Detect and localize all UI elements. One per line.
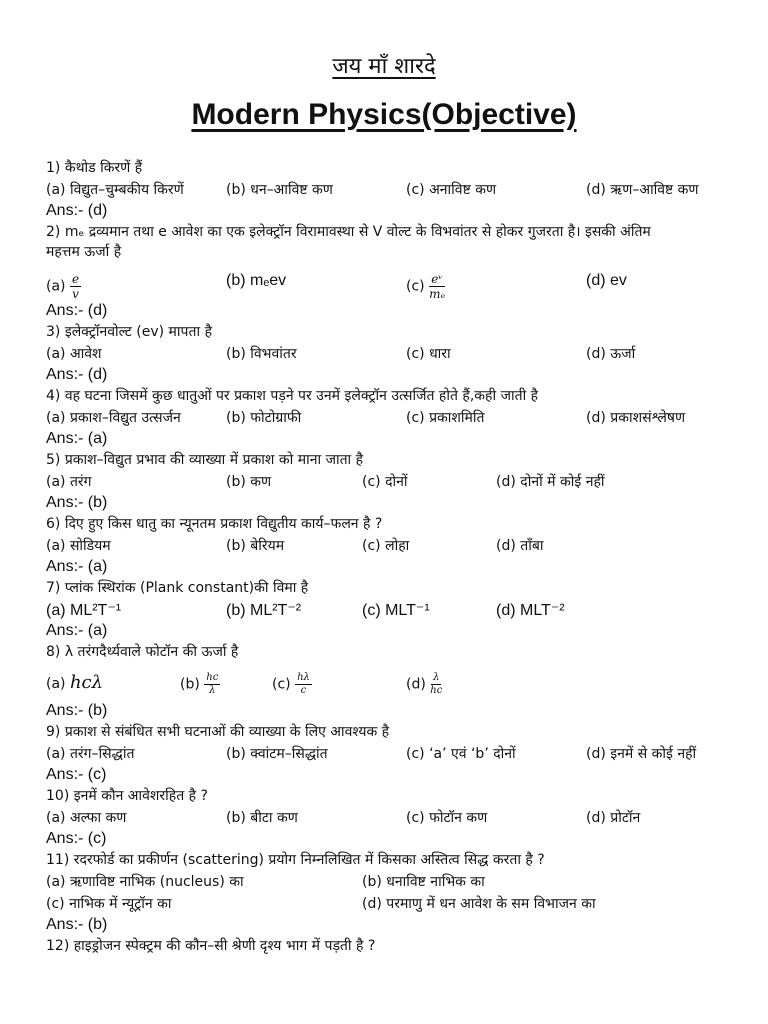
option-label: (c) (406, 278, 425, 295)
option-b: (b) क्वांटम–सिद्धांत (226, 746, 328, 762)
question-text: 11) रदरफोर्ड का प्रकीर्णन (scattering) प्रयोग निम्नलिखित में किसका अस्तित्व सिद्ध करता है ? (46, 852, 545, 868)
option-c (406, 272, 445, 301)
option-a: (a) प्रकाश–विद्युत उत्सर्जन (46, 410, 181, 426)
options-row (46, 262, 736, 300)
option-c: (c) MLT⁻¹ (362, 602, 430, 619)
question-5 (46, 450, 736, 514)
question-text: 3) इलेक्ट्रॉनवोल्ट (ev) मापता है (46, 324, 212, 340)
invocation-heading: जय माँ शारदे (332, 54, 436, 79)
option-c (272, 672, 312, 697)
option-c: (c) दोनों (362, 474, 408, 490)
option-d: (d) ऋण–आविष्ट कण (586, 182, 699, 198)
question-text: 12) हाइड्रोजन स्पेक्ट्रम की कौन–सी श्रेणी दृश्य भाग में पड़ती है ? (46, 938, 376, 954)
answer: Ans:- (d) (46, 302, 108, 319)
option-a (46, 672, 103, 693)
option-a (46, 272, 81, 301)
option-c: (c) नाभिक में न्यूट्रॉन का (46, 896, 172, 912)
numerator: e (71, 272, 80, 286)
option-c: (c) लोहा (362, 538, 410, 554)
option-a: (a) अल्फा कण (46, 810, 127, 826)
option-label: (c) (272, 676, 291, 693)
options-row (46, 870, 736, 892)
fraction (204, 672, 220, 697)
denominator: c (300, 685, 307, 696)
options-row (46, 892, 736, 914)
question-text: 7) प्लांक स्थिरांक (Plank constant)की विमा है (46, 580, 309, 596)
fraction (429, 272, 445, 301)
question-text: 8) λ तरंगदैर्ध्यवाले फोटॉन की ऊर्जा है (46, 644, 239, 660)
options-row (46, 662, 736, 700)
fraction (430, 672, 442, 697)
options-row (46, 534, 736, 556)
question-3 (46, 322, 736, 386)
option-c: (c) ‘a’ एवं ‘b’ दोनों (406, 746, 516, 762)
option-a: (a) ऋणाविष्ट नाभिक (nucleus) का (46, 874, 244, 890)
question-text: 10) इनमें कौन आवेशरहित है ? (46, 788, 208, 804)
question-list (46, 158, 736, 956)
option-a: (a) ML²T⁻¹ (46, 602, 122, 619)
question-12 (46, 936, 736, 956)
question-4 (46, 386, 736, 450)
option-d (406, 672, 442, 697)
option-b: (b) बीटा कण (226, 810, 298, 826)
answer: Ans:- (d) (46, 202, 108, 219)
option-b: (b) धन–आविष्ट कण (226, 182, 333, 198)
option-label: (d) (406, 676, 426, 693)
answer: Ans:- (a) (46, 558, 108, 575)
question-text-cont: महत्तम ऊर्जा है (46, 244, 122, 260)
question-text: 5) प्रकाश–विद्युत प्रभाव की व्याख्या में प्रकाश को माना जाता है (46, 452, 364, 468)
options-row (46, 598, 736, 620)
options-row (46, 470, 736, 492)
option-a: (a) सोडियम (46, 538, 111, 554)
numerator: λ (433, 672, 440, 683)
option-a: (a) आवेश (46, 346, 102, 362)
option-c: (c) फोटॉन कण (406, 810, 488, 826)
option-d: (d) इनमें से कोई नहीं (586, 746, 697, 762)
option-c: (c) अनाविष्ट कण (406, 182, 497, 198)
question-text: 2) mₑ द्रव्यमान तथा e आवेश का एक इलेक्ट्रॉन विरामावस्था से V वोल्ट के विभवांतर से होकर गुजरता है। इसकी अंतिम (46, 224, 651, 240)
options-row (46, 342, 736, 364)
option-a: (a) तरंग–सिद्धांत (46, 746, 135, 762)
option-d: (d) MLT⁻² (496, 602, 565, 619)
option-b: (b) धनाविष्ट नाभिक का (362, 874, 485, 890)
denominator: mₑ (429, 287, 446, 301)
answer: Ans:- (b) (46, 494, 108, 511)
option-b: (b) फोटोग्राफी (226, 410, 302, 426)
question-11 (46, 850, 736, 936)
answer: Ans:- (c) (46, 766, 107, 783)
options-row (46, 406, 736, 428)
question-9 (46, 722, 736, 786)
option-d: (d) परमाणु में धन आवेश के सम विभाजन का (362, 896, 596, 912)
denominator: λ (209, 685, 216, 696)
option-label: (a) (46, 278, 66, 295)
answer: Ans:- (b) (46, 702, 108, 719)
fraction (70, 272, 81, 301)
answer: Ans:- (c) (46, 830, 107, 847)
option-label: (b) (180, 676, 200, 693)
option-a: (a) विद्युत–चुम्बकीय किरणें (46, 182, 184, 198)
option-c: (c) धारा (406, 346, 451, 362)
option-b: (b) विभवांतर (226, 346, 297, 362)
option-d: (d) दोनों में कोई नहीं (496, 474, 605, 490)
options-row (46, 178, 736, 200)
answer: Ans:- (b) (46, 916, 108, 933)
denominator: hc (430, 685, 443, 696)
option-d: (d) प्रकाशसंश्लेषण (586, 410, 686, 426)
option-d: (d) प्रोटॉन (586, 810, 641, 826)
page-title: Modern Physics(Objective) (191, 98, 577, 131)
option-b: (b) कण (226, 474, 272, 490)
option-b: (b) mₑev (226, 272, 287, 289)
option-label: (a) (46, 676, 66, 692)
option-d: (d) ताँबा (496, 538, 544, 554)
options-row (46, 806, 736, 828)
expression: hcλ (69, 672, 104, 693)
options-row (46, 742, 736, 764)
question-text: 9) प्रकाश से संबंधित सभी घटनाओं की व्याख्या के लिए आवश्यक है (46, 724, 390, 740)
option-a: (a) तरंग (46, 474, 92, 490)
question-text: 4) वह घटना जिसमें कुछ धातुओं पर प्रकाश पड़ने पर उनमें इलेक्ट्रॉन उत्सर्जित होते हैं,कही जाती है (46, 388, 539, 404)
answer: Ans:- (a) (46, 430, 108, 447)
option-b (180, 672, 220, 697)
question-2 (46, 222, 736, 322)
option-b: (b) ML²T⁻² (226, 602, 302, 619)
numerator: hλ (297, 672, 310, 683)
question-6 (46, 514, 736, 578)
numerator: eᵛ (431, 272, 443, 286)
answer: Ans:- (a) (46, 622, 108, 639)
question-8 (46, 642, 736, 722)
option-d: (d) ev (586, 272, 627, 289)
option-b: (b) बेरियम (226, 538, 285, 554)
question-7 (46, 578, 736, 642)
option-c: (c) प्रकाशमिति (406, 410, 485, 426)
numerator: hc (206, 672, 219, 683)
question-1 (46, 158, 736, 222)
answer: Ans:- (d) (46, 366, 108, 383)
question-text: 1) कैथोड किरणें हैं (46, 160, 143, 176)
question-text: 6) दिए हुए किस धातु का न्यूनतम प्रकाश विद्युतीय कार्य–फलन है ? (46, 516, 383, 532)
fraction (295, 672, 312, 697)
option-d: (d) ऊर्जा (586, 346, 636, 362)
question-10 (46, 786, 736, 850)
denominator: v (72, 287, 79, 301)
